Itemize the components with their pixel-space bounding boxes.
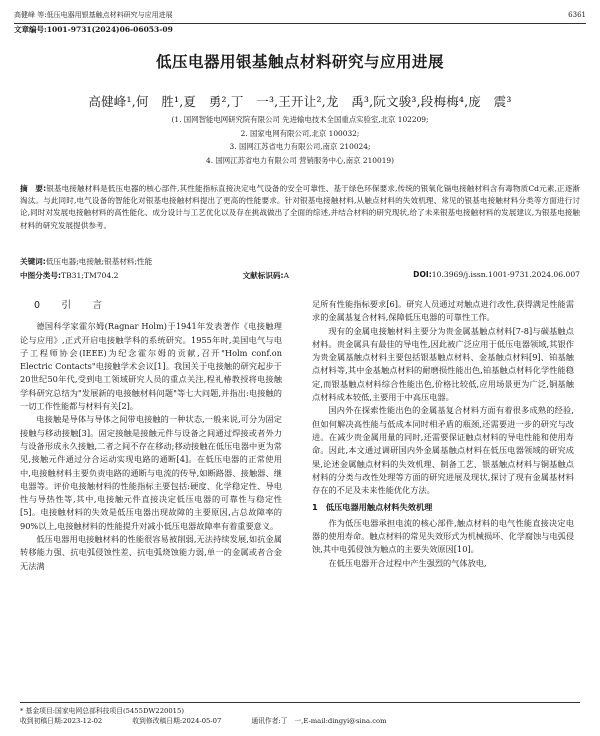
doi-value: 10.3969/j.issn.1001-9731.2024.06.007: [431, 270, 580, 279]
doi-label: DOI:: [413, 270, 432, 279]
affiliation-line: (1. 国网智能电网研究院有限公司 先进输电技术全国重点实验室,北京 102209;: [171, 115, 429, 124]
keywords: [20, 256, 580, 267]
affiliation-line: 4. 国网江苏省电力有限公司 营销服务中心,南京 210019): [206, 155, 394, 165]
clc-value: TB31;TM704.2: [61, 271, 119, 280]
author-list: 高健峰¹,何 胜¹,夏 勇²,丁 一³,王开让²,龙 禹³,阮文骏³,段梅梅⁴,庞 震³: [88, 94, 512, 109]
abstract: [20, 183, 580, 232]
body-paragraph: 电接触是导体与导体之间带电接触的一种状态,一般来说,可分为固定接触与移动接触[3]。固定接触是接触元件与设备之间通过焊接或者外力与设备形成永久接触,二者之间不存在移动;移动接触在低压电器中更为常见,接触元件通过分合运动实现电路的通断[4]。在低压电器的正常使用中,电接触材料主要负责电路的通断与电流的传导,如断路器、接触器、继电器等。评价电接触材料的性能指标主要包括:硬度、化学稳定性、导电性与导热性等,其中,电接触元件直接决定低压电器的可靠性与稳定性[5]。电接触材料的失效是低压电器出现故障的主要原因,占总故障率的90%以上,电接触材料的性能提升对减小低压电器故障率有着重要意义。: [20, 414, 282, 531]
body-paragraph: 德国科学家霍尔姆(Ragnar Holm)于1941年发表著作《电接触理论与应用》,正式开启电接触学科的系统研究。1955年时,美国电气与电子工程师协会(IEEE)为纪念霍尔姆的贡献,召开"Holm conf.on Electric Contacts"电接触学术会议[1]。我国关于电接触的研究起步于20世纪50年代,受到电工领域研究人员的重点关注,程礼椿教授将电接触学科研究总结为"发展新的电接触材料问题"等七大问题,并指出:电接触的一切工作性能都与材料有关[2]。: [20, 321, 282, 412]
clc-field: [20, 270, 118, 281]
doc-code-value: A: [283, 271, 290, 280]
running-head: [14, 9, 586, 24]
section-heading-introduction: 0 引 言: [34, 300, 109, 311]
footnotes: [20, 702, 580, 726]
affiliations: [0, 113, 600, 167]
right-column: [312, 298, 574, 570]
doc-id: 文章编号:1001-9731(2024)06-06053-09: [14, 25, 173, 34]
classification-row: [20, 270, 580, 281]
body-paragraph: 现有的金属电接触材料主要分为贵金属基触点材料[7-8]与碳基触点材料。贵金属具有最佳的导电性,因此被广泛应用于低压电器领域,其银作为贵金属基触点材料主要包括银基触点材料、金基触点材料[9]、铂基触点材料等,其中金基触点材料的耐磨损性能出色,铂基触点材料化学性能稳定,而银基触点材料综合性能出色,价格比较低,应用场景更为广泛,铜基触点材料成本较低,主要用于中高压电器。: [312, 325, 574, 403]
section-heading-failure: 1 低压电器用触点材料失效机理: [312, 502, 433, 513]
body-paragraph: 国内外在探索性能出色的金属基复合材料方面有着很多成熟的经验,但如何解决高性能与低成本同时相矛盾的瓶颈,还需要进一步的研究与改进。在减少贵金属用量的同时,还需要保证触点材料的导电性能和使用寿命。因此,本文通过调研国内外金属基触点材料在低压电器领域的研究成果,论述金属触点材料的失效机理、制备工艺、银基触点材料与铜基触点材料的分类与改性处理等方面的研究进展及现状,探讨了现有金属基材料存在的不足及未来性能优化方法。: [312, 405, 574, 496]
fund-note: * 基金项目:国家电网总部科技项目(5455DW220015): [20, 707, 184, 715]
page-number: 6361: [568, 11, 586, 19]
received-date: 收到初稿日期:2023-12-02: [20, 717, 103, 725]
left-column: [20, 293, 282, 573]
corresponding-author: 通讯作者:丁 一,E-mail:dingyi@sina.com: [251, 717, 387, 725]
doi-field: [413, 270, 580, 281]
keywords-text: 低压电器;电接触;银基材料;性能: [45, 257, 153, 266]
abstract-text: 银基电接触材料是低压电器的核心部件,其性能指标直接决定电气设备的安全可靠性、基于绿色环保要求,传统的银氧化镉电接触材料含有毒物质Cd元素,正逐渐淘汰。与此同时,电气设备的智能化对银基电接触材料提出了更高的性能要求。针对银基电接触材料,从触点材料的失效机理、常见的银基电接触材料分类等方面进行讨论,同时对发展电接触材料的高性能化、成分设计与工艺优化以及存在挑战做出了全面的综述,并结合材料的研究现状,给了未来银基电接触材料的发展建议,为银基电接触材料的研究发展提供参考。: [20, 184, 580, 230]
doc-code-field: [243, 270, 290, 281]
body-paragraph: 作为低压电器承担电流的核心部件,触点材料的电气性能直接决定电器的使用寿命。触点材料的常见失效形式为机械损坏、化学腐蚀与电弧侵蚀,其中电弧侵蚀为触点的主要失效原因[10]。: [312, 517, 575, 555]
abstract-label: 摘 要:: [20, 184, 47, 193]
body-paragraph: 低压电器用电接触材料的性能很容易被削弱,无法持续发展,如抗金属转移能力强、抗电弧侵蚀性差、抗电弧烧蚀能力弱,单一的金属或者合金无法满: [20, 534, 282, 571]
revised-date: 收到修改稿日期:2024-05-07: [132, 717, 222, 725]
doc-code-label: 文献标识码:: [242, 271, 284, 280]
dates-row: [20, 716, 580, 726]
running-title: 高健峰 等:低压电器用银基触点材料研究与应用进展: [14, 11, 173, 19]
body-paragraph: 足所有性能指标要求[6]。研究人员通过对触点进行改性,获得满足性能需求的金属基复合材料,保障低压电器的可靠性工作。: [312, 299, 574, 323]
body-paragraph: 在低压电器开合过程中产生强烈的气体放电,: [328, 557, 487, 568]
affiliation-line: 3. 国网江苏省电力有限公司,南京 210024;: [229, 142, 371, 151]
clc-label: 中图分类号:: [20, 271, 62, 280]
paper-title: 低压电器用银基触点材料研究与应用进展: [155, 53, 444, 71]
keywords-label: 关键词:: [20, 257, 46, 266]
affiliation-line: 2. 国家电网有限公司,北京 100032;: [240, 128, 360, 138]
